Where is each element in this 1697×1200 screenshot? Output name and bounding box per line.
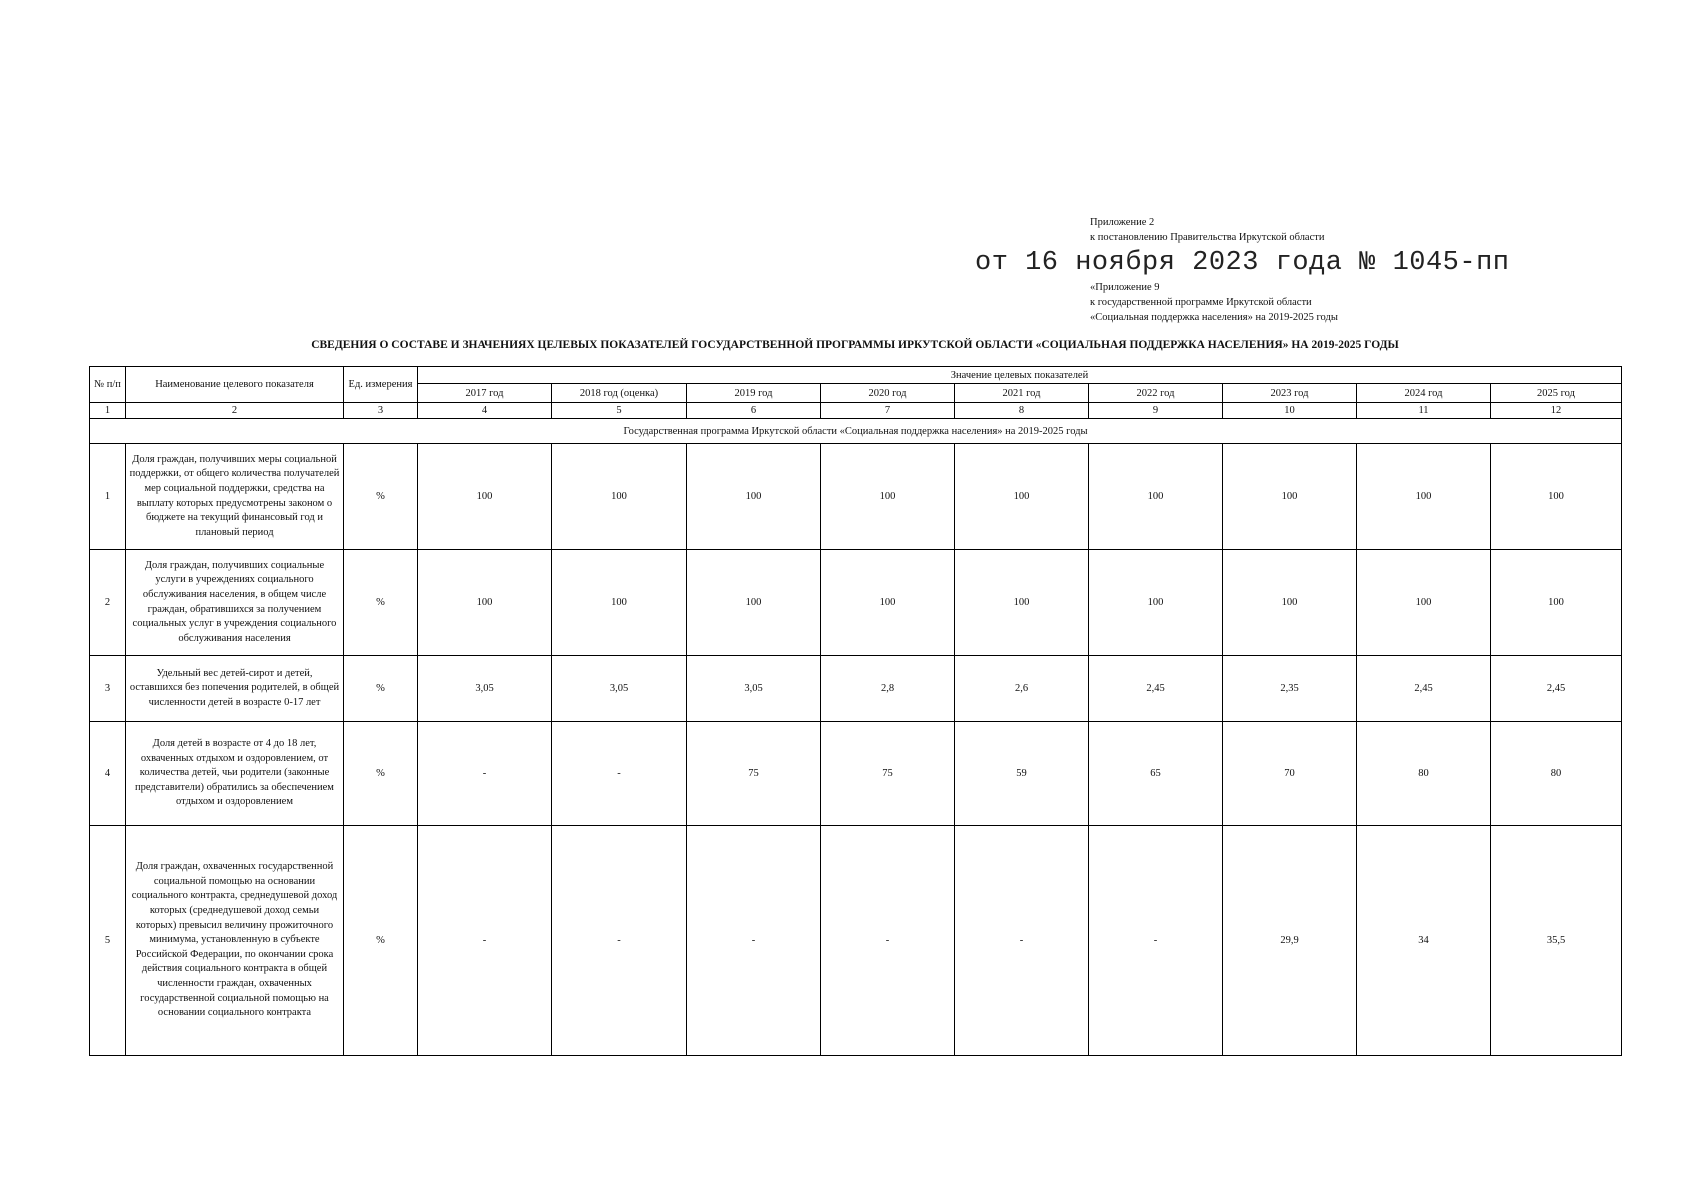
value-cell: -: [1089, 826, 1223, 1056]
indicator-name: Доля граждан, получивших социальные услуги в учреждениях социального обслуживания населения, в общем числе граждан, обратившихся за получением социальных услуг в учреждения социального обслуживания населения: [126, 550, 344, 656]
document-title: СВЕДЕНИЯ О СОСТАВЕ И ЗНАЧЕНИЯХ ЦЕЛЕВЫХ ПОКАЗАТЕЛЕЙ ГОСУДАРСТВЕННОЙ ПРОГРАММЫ ИРКУТСКОЙ ОБЛАСТИ «СОЦИАЛЬНАЯ ПОДДЕРЖКА НАСЕЛЕНИЯ» НА 2019-2025 ГОДЫ: [311, 339, 1399, 351]
year-header: 2020 год: [821, 384, 955, 403]
program-name: «Социальная поддержка населения» на 2019-2025 годы: [1090, 312, 1338, 323]
value-cell: 100: [1089, 444, 1223, 550]
value-cell: 2,8: [821, 656, 955, 722]
value-cell: 3,05: [687, 656, 821, 722]
value-cell: -: [418, 826, 552, 1056]
column-number: 4: [418, 403, 552, 419]
col-header-unit: Ед. измерения: [344, 367, 418, 403]
value-cell: -: [687, 826, 821, 1056]
indicator-unit: %: [344, 656, 418, 722]
value-cell: 100: [418, 444, 552, 550]
value-cell: 100: [687, 444, 821, 550]
value-cell: 75: [687, 722, 821, 826]
row-number: 4: [90, 722, 126, 826]
value-cell: 100: [1357, 550, 1491, 656]
value-cell: 100: [955, 444, 1089, 550]
column-number: 1: [90, 403, 126, 419]
value-cell: 100: [552, 550, 687, 656]
col-header-values: Значение целевых показателей: [418, 367, 1622, 384]
column-number: 6: [687, 403, 821, 419]
value-cell: 100: [955, 550, 1089, 656]
indicator-unit: %: [344, 722, 418, 826]
column-number: 3: [344, 403, 418, 419]
value-cell: 3,05: [418, 656, 552, 722]
value-cell: 100: [552, 444, 687, 550]
col-header-name: Наименование целевого показателя: [126, 367, 344, 403]
value-cell: 100: [821, 444, 955, 550]
column-number: 9: [1089, 403, 1223, 419]
value-cell: 2,35: [1223, 656, 1357, 722]
value-cell: 100: [1223, 444, 1357, 550]
value-cell: 100: [418, 550, 552, 656]
value-cell: 100: [687, 550, 821, 656]
value-cell: 2,6: [955, 656, 1089, 722]
row-number: 2: [90, 550, 126, 656]
year-header: 2018 год (оценка): [552, 384, 687, 403]
value-cell: -: [552, 826, 687, 1056]
value-cell: 3,05: [552, 656, 687, 722]
column-number: 12: [1491, 403, 1622, 419]
table-row: [90, 444, 1622, 550]
value-cell: 59: [955, 722, 1089, 826]
value-cell: 80: [1357, 722, 1491, 826]
column-number-row: [90, 403, 1622, 419]
indicator-unit: %: [344, 826, 418, 1056]
indicator-name: Доля детей в возрасте от 4 до 18 лет, охваченных отдыхом и оздоровлением, от количества детей, чьи родители (законные представители) обратились за обеспечением отдыхом и оздоровлением: [126, 722, 344, 826]
indicator-unit: %: [344, 550, 418, 656]
value-cell: 65: [1089, 722, 1223, 826]
year-header: 2021 год: [955, 384, 1089, 403]
value-cell: 70: [1223, 722, 1357, 826]
column-number: 7: [821, 403, 955, 419]
appendix-header: [1090, 215, 1324, 245]
decree-reference: к постановлению Правительства Иркутской области: [1090, 232, 1325, 243]
value-cell: -: [418, 722, 552, 826]
value-cell: 2,45: [1357, 656, 1491, 722]
indicator-name: Доля граждан, охваченных государственной социальной помощью на основании социального контракта, среднедушевой доход которых (среднедушевой доход семьи которых) превысил величину прожиточного минимума, установленную в субъекте Российской Федерации, по окончании срока действия социального контракта в общей численности граждан, охваченных государственной социальной помощью на основании социального контракта: [126, 826, 344, 1056]
section-row: [90, 419, 1622, 444]
value-cell: 100: [821, 550, 955, 656]
row-number: 1: [90, 444, 126, 550]
column-number: 5: [552, 403, 687, 419]
section-title: Государственная программа Иркутской области «Социальная поддержка населения» на 2019-2025 годы: [90, 419, 1622, 444]
table-row: [90, 656, 1622, 722]
year-header: 2017 год: [418, 384, 552, 403]
value-cell: 100: [1357, 444, 1491, 550]
value-cell: 29,9: [1223, 826, 1357, 1056]
value-cell: -: [955, 826, 1089, 1056]
table-row: [90, 826, 1622, 1056]
indicator-unit: %: [344, 444, 418, 550]
value-cell: 100: [1223, 550, 1357, 656]
year-header: 2025 год: [1491, 384, 1622, 403]
value-cell: 75: [821, 722, 955, 826]
value-cell: 35,5: [1491, 826, 1622, 1056]
indicator-name: Доля граждан, получивших меры социальной поддержки, от общего количества получателей мер социальной поддержки, средства на выплату которых предусмотрены законом о бюджете на текущий финансовый год и плановый период: [126, 444, 344, 550]
value-cell: 34: [1357, 826, 1491, 1056]
col-header-num: № п/п: [90, 367, 126, 403]
appendix-2-label: Приложение 2: [1090, 217, 1155, 228]
table-row: [90, 550, 1622, 656]
table-row: [90, 722, 1622, 826]
value-cell: -: [821, 826, 955, 1056]
year-header: 2023 год: [1223, 384, 1357, 403]
year-header: 2024 год: [1357, 384, 1491, 403]
value-cell: 80: [1491, 722, 1622, 826]
year-header: 2022 год: [1089, 384, 1223, 403]
value-cell: -: [552, 722, 687, 826]
decree-date-number: от 16 ноября 2023 года № 1045-пп: [975, 248, 1510, 278]
indicators-table: [89, 366, 1622, 1056]
program-reference: к государственной программе Иркутской области: [1090, 297, 1312, 308]
row-number: 3: [90, 656, 126, 722]
value-cell: 100: [1491, 550, 1622, 656]
value-cell: 100: [1491, 444, 1622, 550]
column-number: 2: [126, 403, 344, 419]
column-number: 10: [1223, 403, 1357, 419]
column-number: 8: [955, 403, 1089, 419]
year-header: 2019 год: [687, 384, 821, 403]
program-appendix-header: [1090, 280, 1338, 325]
row-number: 5: [90, 826, 126, 1056]
value-cell: 2,45: [1491, 656, 1622, 722]
value-cell: 100: [1089, 550, 1223, 656]
column-number: 11: [1357, 403, 1491, 419]
value-cell: 2,45: [1089, 656, 1223, 722]
indicator-name: Удельный вес детей-сирот и детей, оставшихся без попечения родителей, в общей численности детей в возрасте 0-17 лет: [126, 656, 344, 722]
appendix-9-label: «Приложение 9: [1090, 282, 1160, 293]
